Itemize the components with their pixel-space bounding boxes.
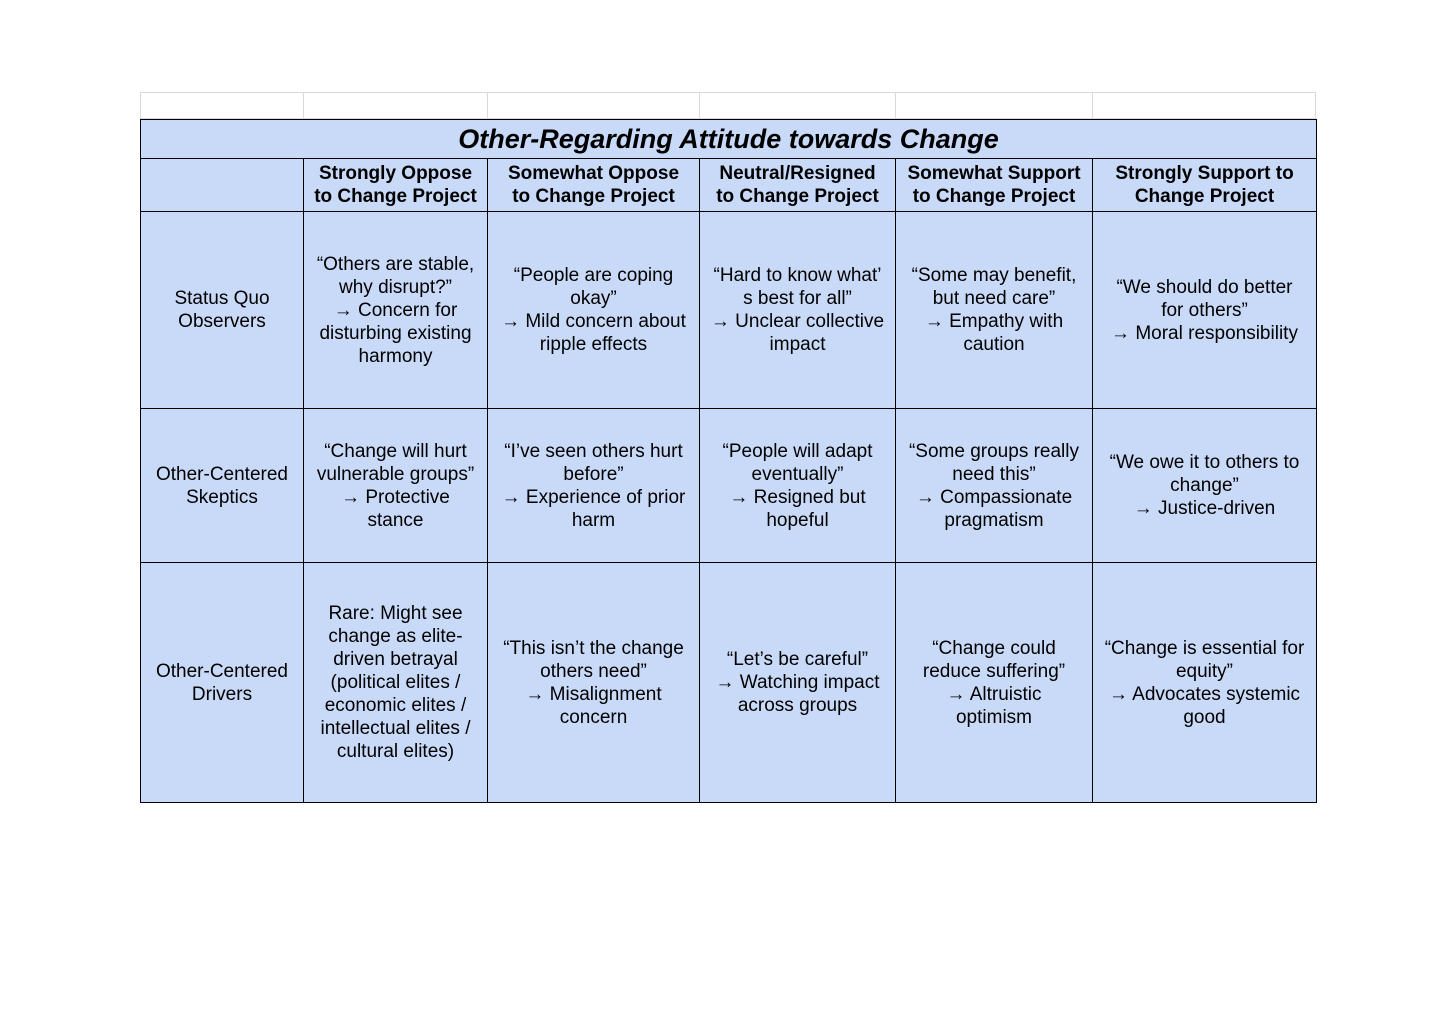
table-cell: “Some groups really need this” → Compassionate pragmatism [896,409,1093,563]
table-cell: Rare: Might see change as elite- driven betrayal (political elites / economic elites / intellectual elites / cultural elites) [304,563,488,803]
row-header-other-centered-skeptics: Other-Centered Skeptics [141,409,304,563]
blank-cell [487,92,699,119]
table-cell: “I’ve seen others hurt before” → Experience of prior harm [488,409,700,563]
table-row [141,563,1317,803]
row-header-other-centered-drivers: Other-Centered Drivers [141,563,304,803]
blank-cell [1092,92,1316,119]
table-cell: “We owe it to others to change” → Justice-driven [1093,409,1317,563]
column-header-neutral-resigned: Neutral/Resigned to Change Project [700,159,896,212]
column-header-somewhat-support: Somewhat Support to Change Project [896,159,1093,212]
blank-cell [699,92,895,119]
table-cell: “Change could reduce suffering” → Altruistic optimism [896,563,1093,803]
table-cell: “People will adapt eventually” → Resigned but hopeful [700,409,896,563]
row-header-status-quo-observers: Status Quo Observers [141,212,304,409]
blank-cell [140,92,303,119]
table-cell: “This isn’t the change others need” → Misalignment concern [488,563,700,803]
table-cell: “We should do better for others” → Moral responsibility [1093,212,1317,409]
table-row [141,409,1317,563]
table-title: Other-Regarding Attitude towards Change [141,120,1317,159]
column-header-strongly-oppose: Strongly Oppose to Change Project [304,159,488,212]
column-header-somewhat-oppose: Somewhat Oppose to Change Project [488,159,700,212]
table-cell: “Some may benefit, but need care” → Empathy with caution [896,212,1093,409]
column-header-strongly-support: Strongly Support to Change Project [1093,159,1317,212]
attitude-matrix-table [140,119,1317,803]
blank-spreadsheet-row [140,92,1316,119]
table-cell: “Let’s be careful” → Watching impact across groups [700,563,896,803]
table-cell: “Change is essential for equity” → Advocates systemic good [1093,563,1317,803]
blank-cell [303,92,487,119]
table-cell: “Hard to know what’ s best for all” → Unclear collective impact [700,212,896,409]
table-cell: “People are coping okay” → Mild concern about ripple effects [488,212,700,409]
table-row [141,212,1317,409]
blank-cell [895,92,1092,119]
table-cell: “Others are stable, why disrupt?” → Concern for disturbing existing harmony [304,212,488,409]
table-cell: “Change will hurt vulnerable groups” → Protective stance [304,409,488,563]
corner-cell [141,159,304,212]
